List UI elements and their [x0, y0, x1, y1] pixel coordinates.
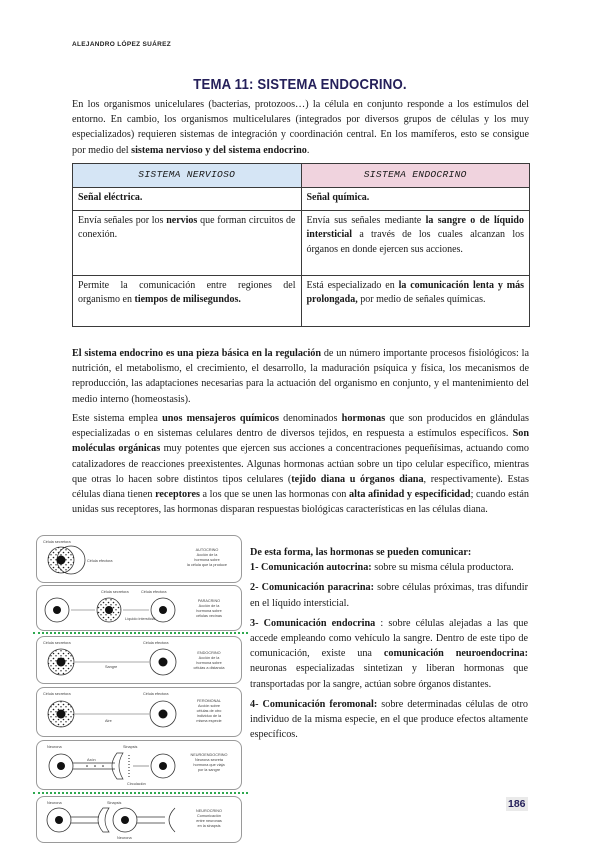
svg-text:hormona que viaja: hormona que viaja — [193, 763, 225, 767]
cell-bold: tiempos de milisegundos. — [134, 294, 241, 306]
cell-endocrino-signal — [301, 187, 530, 210]
svg-text:en la sinapsis: en la sinapsis — [197, 824, 221, 828]
svg-text:hormona sobre: hormona sobre — [194, 558, 220, 562]
svg-text:Neurona: Neurona — [117, 836, 132, 840]
svg-text:Aire: Aire — [105, 719, 112, 723]
table-header-row — [73, 164, 530, 188]
svg-text:Comunicación: Comunicación — [196, 814, 222, 818]
bold-text: alta afinidad y especificidad — [349, 489, 471, 501]
panel-paracrina — [36, 585, 242, 631]
svg-text:Circulación: Circulación — [127, 782, 146, 786]
header-sistema-endocrino: SISTEMA ENDOCRINO — [301, 164, 530, 188]
text: ; cuando están unidas sus receptores, las hormonas disparan respuestas biológicas características en las células diana. — [72, 489, 529, 516]
author-name: ALEJANDRO LÓPEZ SUÁREZ — [72, 41, 172, 48]
cell-text: Permite la comunicación entre regiones del organismo en — [78, 279, 296, 306]
item-text: sobre determinadas células de otro individuo de la misma especie, en el que produce efectos altamente específicos. — [250, 698, 528, 741]
cell-nervioso-signal — [73, 187, 302, 210]
cell-bold: la comunicación lenta y más prolongada, — [306, 279, 524, 306]
svg-text:misma especie: misma especie — [196, 719, 222, 723]
svg-text:células a distancia: células a distancia — [193, 666, 225, 670]
page-number: 186 — [508, 798, 526, 810]
bold-text: tejido diana u órganos diana — [291, 473, 424, 485]
svg-text:Axón: Axón — [87, 758, 96, 762]
svg-text:células vecinas: células vecinas — [196, 614, 222, 618]
panel-autocrina — [36, 535, 242, 583]
svg-text:FEROMONAL: FEROMONAL — [196, 699, 222, 703]
svg-text:la célula que la produce: la célula que la produce — [186, 563, 228, 567]
svg-text:AUTOCRINO: AUTOCRINO — [195, 548, 219, 552]
svg-text:entre neuronas: entre neuronas — [196, 819, 222, 823]
item-title: 1- Comunicación autocrina: — [250, 562, 372, 574]
item-text: sobre su misma célula productora. — [371, 562, 514, 574]
intro-end: . — [306, 144, 310, 156]
svg-text:Célula efectora: Célula efectora — [141, 590, 167, 594]
svg-text:hormona sobre: hormona sobre — [196, 609, 222, 613]
text: Este sistema emplea — [72, 413, 163, 424]
bold-text: hormonas — [341, 413, 386, 424]
cell-endocrino-comm — [301, 275, 530, 326]
item-text: neuronas especializadas sintetizan y liberan hormonas que transportadas por la sangre, actúan sobre órganos distantes. — [250, 663, 528, 690]
svg-text:Neurona: Neurona — [47, 745, 62, 749]
svg-text:hormona sobre: hormona sobre — [196, 661, 222, 665]
table-row — [73, 210, 530, 275]
item-title: 4- Comunicación feromonal: — [250, 698, 378, 710]
intro-bold: sistema nervioso y del sistema endocrino — [131, 144, 307, 156]
text: que son producidos en glándulas especializadas o en sistemas celulares dentro de diversos tejidos, en respuesta a estímulos específicos. — [72, 413, 529, 440]
page-title: TEMA 11: SISTEMA ENDOCRINO. — [193, 76, 407, 93]
cell-bold: Señal química. — [306, 191, 370, 203]
label-celula-efectora: Célula efectora — [87, 559, 113, 563]
svg-text:Célula efectora: Célula efectora — [143, 641, 169, 645]
cell-endocrino-send — [301, 210, 530, 275]
svg-text:Acción de la: Acción de la — [198, 656, 220, 660]
item-title: 2- Comunicación paracrina: — [250, 582, 374, 594]
intro-text: En los organismos unicelulares (bacterias, protozoos…) la célula en conjunto responde a los estímulos del entorno. En cambio, los organismos multicelulares (integrados por diversos grupos de células y los muy especializados) requieren sistemas de integración y coordinación central. En los mamíferos, esto se consigue por medio del — [72, 99, 529, 156]
hormones-paragraph — [72, 411, 529, 517]
cell-text: Envía sus señales mediante — [306, 214, 426, 226]
list-item-paracrina — [250, 580, 528, 610]
text: muy potentes que ejercen sus acciones a concentraciones pequeñísimas, actuando como catalizadores de reacciones preexistentes. Algunas hormonas actúan sobre un tipo celular específico, mientras que otras lo hacen sobre distintos tipos celulares ( — [72, 443, 529, 485]
text: , respectivamente). Estas células diana tienen — [72, 473, 529, 501]
bold-text: receptores — [155, 489, 200, 501]
item-text: : sobre células alejadas a las que accede empleando como vehículo la sangre. Dentro de este tipo de comunicación, existe una — [250, 617, 528, 660]
svg-text:individuo de la: individuo de la — [196, 714, 222, 718]
text: a los que se unen las hormonas con — [199, 489, 350, 501]
svg-text:NEUROENDOCRINO: NEUROENDOCRINO — [190, 753, 228, 757]
label-celula-secretora: Célula secretora — [43, 540, 71, 544]
intro-paragraph — [72, 97, 529, 158]
cell-bold: la sangre o de líquido intersticial — [306, 214, 524, 241]
regulation-text: de un número importante procesos fisiológicos: la nutrición, el metabolismo, el crecimiento, el desarrollo, la maduración psíquica y física, los mecanismos de reproducción, las adaptaciones necesarias para la actuación del organismo en conjunto, y el mantenimiento del medio interno (homeostasis). — [72, 348, 529, 405]
svg-text:Sinapsis: Sinapsis — [107, 801, 122, 805]
communication-list — [250, 545, 528, 742]
cell-bold: Señal eléctrica. — [78, 191, 143, 203]
svg-text:Neurona secreta: Neurona secreta — [194, 758, 224, 762]
list-item-endocrina — [250, 616, 528, 692]
comparison-table — [72, 163, 530, 327]
svg-text:Líquido intersticial: Líquido intersticial — [125, 617, 156, 621]
svg-text:NEUROCRINO: NEUROCRINO — [196, 809, 222, 813]
panel-neurocrina — [36, 796, 242, 843]
svg-text:Célula secretora: Célula secretora — [43, 692, 71, 696]
header-sistema-nervioso: SISTEMA NERVIOSO — [73, 164, 302, 188]
svg-text:Neurona: Neurona — [47, 801, 62, 805]
panel-neuroendocrina — [36, 740, 242, 790]
svg-text:Célula secretora: Célula secretora — [101, 590, 129, 594]
bold-text: Son moléculas orgánicas — [72, 428, 529, 455]
svg-text:Acción sobre: Acción sobre — [198, 704, 220, 708]
svg-text:ENDOCRINO: ENDOCRINO — [197, 651, 221, 655]
item-text: sobre células próximas, tras difundir en el líquido intersticial. — [250, 582, 528, 609]
text: denominados — [278, 413, 342, 424]
svg-text:células de otro: células de otro — [196, 709, 222, 713]
regulation-bold: El sistema endocrino es una pieza básica en la regulación — [72, 348, 322, 359]
table-row — [73, 275, 530, 326]
svg-text:PARACRINO: PARACRINO — [197, 599, 221, 603]
item-bold: comunicación neuroendocrina: — [383, 648, 528, 660]
svg-text:Célula secretora: Célula secretora — [43, 641, 71, 645]
item-title: 3- Comunicación endocrina — [250, 617, 376, 629]
svg-text:Acción de la: Acción de la — [198, 604, 220, 608]
cell-nervioso-comm — [73, 275, 302, 326]
panel-feromonal — [36, 687, 242, 737]
cell-text: por medio de señales químicas. — [357, 294, 486, 306]
panel-endocrina — [36, 636, 242, 684]
cell-text: que forman circuitos de conexión. — [78, 214, 296, 241]
list-item-feromonal — [250, 697, 528, 743]
bold-text: unos mensajeros químicos — [162, 413, 279, 424]
cell-text: Está especializado en — [306, 279, 399, 291]
green-dotted-separator — [33, 792, 248, 794]
svg-text:Acción de la: Acción de la — [196, 553, 218, 557]
cell-nervioso-send — [73, 210, 302, 275]
communication-types-figure — [33, 533, 245, 845]
regulation-paragraph — [72, 346, 529, 407]
cell-bold: nervios — [166, 214, 198, 226]
list-heading: De esta forma, las hormonas se pueden comunicar: — [250, 547, 472, 558]
svg-text:Célula efectora: Célula efectora — [143, 692, 169, 696]
svg-text:Sangre: Sangre — [105, 665, 118, 669]
list-item-autocrina — [250, 560, 528, 575]
green-dotted-separator — [33, 632, 248, 634]
svg-text:Sinapsis: Sinapsis — [123, 745, 138, 749]
cell-text: a través de los cuales alcanzan los órganos en donde ejercen sus acciones. — [306, 229, 524, 255]
table-row — [73, 187, 530, 210]
svg-text:por la sangre: por la sangre — [197, 768, 221, 772]
cell-text: Envía señales por los — [78, 214, 167, 226]
